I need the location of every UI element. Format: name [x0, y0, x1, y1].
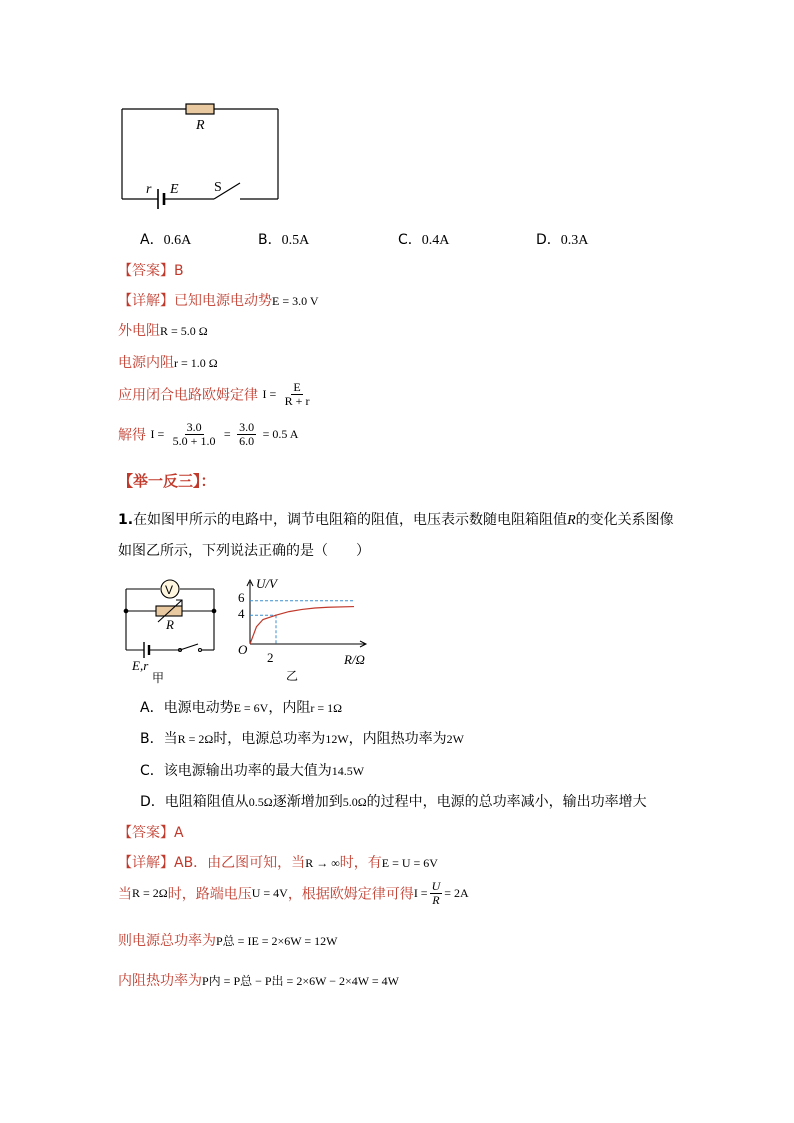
graph-tick-x2: 2	[267, 650, 274, 665]
u-r-graph	[230, 572, 380, 684]
graph-tick-y6: 6	[238, 590, 245, 605]
q2-stem-line-1: 1.在如图甲所示的电路中，调节电阻箱的阻值，电压表示数随电阻箱阻值R的变化关系图像	[118, 512, 674, 528]
circuit-diagram-1	[110, 95, 300, 215]
switch-label: S	[214, 180, 222, 195]
u-r-curve	[250, 607, 354, 644]
internal-resistance-label: r	[146, 182, 152, 197]
detail-2-line-1: 【详解】AB．由乙图可知，当R → ∞时，有E = U = 6V	[118, 855, 438, 871]
detail-1-line-5: 解得 I = $\frac{3.0}{5.0 + 1.0}$ = $\frac{3.0}{6.0}$ = 0.5 A	[118, 420, 299, 448]
circuit-diagram-2	[118, 572, 228, 684]
resistor-label: R	[196, 118, 205, 133]
detail-1-line-2: 外电阻R = 5.0 Ω	[118, 323, 208, 339]
q2-stem-line-2: 如图乙所示，下列说法正确的是（ ）	[118, 543, 370, 559]
q2-option-a: A．电源电动势E = 6V，内阻r = 1Ω	[140, 700, 343, 716]
source-label: E,r	[132, 658, 149, 673]
caption-yi: 乙	[286, 669, 299, 683]
q1-option-c: C．0.4A	[398, 232, 450, 248]
answer-1: 【答案】B	[118, 263, 184, 279]
section-title: 【举一反三】：	[118, 472, 216, 490]
q2-option-d: D．电阻箱阻值从0.5Ω逐渐增加到5.0Ω的过程中，电源的总功率减小，输出功率增大	[140, 794, 647, 810]
detail-1-line-3: 电源内阻r = 1.0 Ω	[118, 355, 218, 371]
detail-1-line-1: 【详解】已知电源电动势E = 3.0 V	[118, 293, 319, 309]
voltmeter-label: V	[165, 583, 174, 597]
emf-label: E	[170, 182, 179, 197]
graph-xlabel: R/Ω	[344, 652, 365, 667]
rheostat-label: R	[166, 617, 174, 632]
detail-2-line-3: 则电源总功率为P总 = IE = 2×6W = 12W	[118, 933, 338, 949]
caption-jia: 甲	[152, 671, 165, 684]
graph-tick-y4: 4	[238, 606, 245, 621]
q2-option-c: C．该电源输出功率的最大值为14.5W	[140, 763, 365, 779]
detail-2-line-4: 内阻热功率为P内 = P总 − P出 = 2×6W − 2×4W = 4W	[118, 973, 399, 989]
q1-option-d: D．0.3A	[536, 232, 589, 248]
q1-option-a: A．0.6A	[140, 232, 192, 248]
graph-ylabel: U/V	[256, 576, 277, 591]
answer-2: 【答案】A	[118, 825, 184, 841]
graph-origin: O	[238, 642, 248, 657]
q1-option-b: B．0.5A	[258, 232, 310, 248]
q2-option-b: B．当R = 2Ω时，电源总功率为12W，内阻热功率为2W	[140, 731, 464, 747]
detail-1-line-4: 应用闭合电路欧姆定律 I = $\frac{E}{R + r}$	[118, 380, 310, 408]
detail-2-line-2: 当R = 2Ω时，路端电压U = 4V，根据欧姆定律可得I = $\frac{U}{R}$ = 2A	[118, 879, 469, 907]
